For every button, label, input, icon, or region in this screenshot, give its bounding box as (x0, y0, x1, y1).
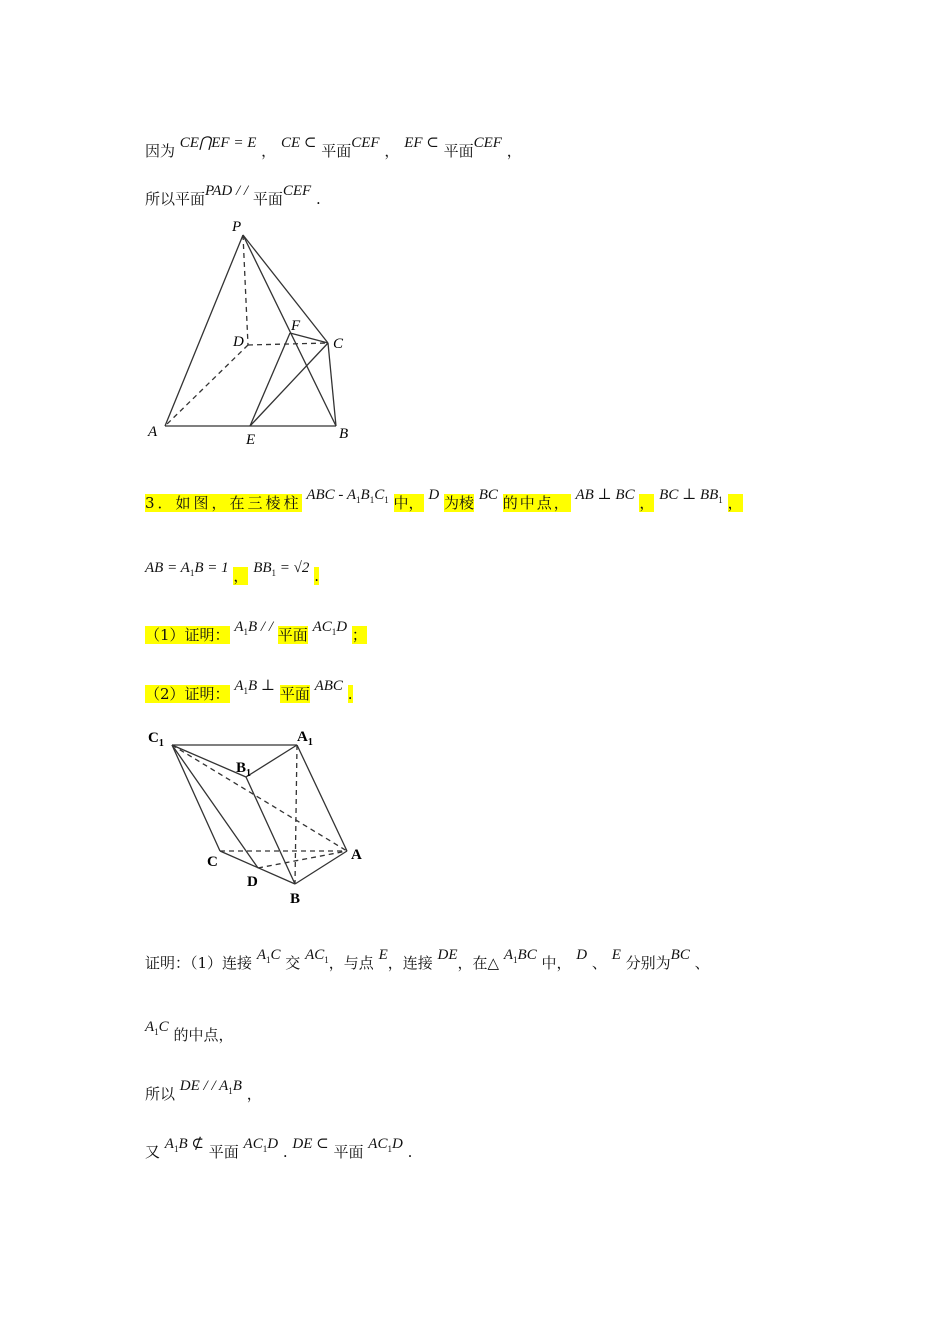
label-F: F (291, 318, 301, 334)
edge-C1C (172, 745, 220, 851)
label-A: A (351, 847, 362, 863)
label-C: C (207, 854, 218, 870)
label-B: B (339, 426, 349, 442)
proof-line-3: 所以 DE / / $A_1B$ ， (145, 1078, 262, 1103)
label-A1: $A_1$ (297, 729, 313, 748)
edge-B1B (246, 777, 295, 884)
edge-EF (250, 333, 290, 426)
label-P: P (232, 219, 242, 235)
label-A: A (148, 424, 158, 440)
edge-PB (243, 235, 336, 426)
text-line-since: 因为 CE⋂EF = E ， CE ⊂ 平面CEF ， EF ⊂ 平面CEF ， (145, 135, 522, 160)
label-E: E (246, 432, 256, 448)
edge-FC (290, 333, 328, 343)
label-C: C (333, 336, 344, 352)
proof-line-1: 证明：（1）连接 $A_1C$ 交 $AC_1$，与点 E，连接 DE，在△ $A_1BC$ 中， D 、 E 分别为BC 、 (145, 947, 710, 972)
label-B1: $B_1$ (236, 760, 252, 779)
edge-DC (248, 343, 328, 345)
label-C1: $C_1$ (148, 730, 164, 749)
part-1-question: （1）证明： $A_1B$ / / 平面 $AC_1D$ ； (145, 619, 367, 644)
edge-A1B (295, 745, 297, 884)
problem-3-conditions: AB = $A_1B = 1$ ， $BB_1 = √2$ . (145, 560, 319, 585)
proof-line-4: 又 $A_1B$ ⊄ 平面 $AC_1D$ . DE ⊂ 平面 $AC_1D$ . (145, 1136, 413, 1161)
edge-PA (165, 235, 243, 426)
label-D: D (233, 334, 244, 350)
part-2-question: （2）证明： $A_1B$ ⊥ 平面 ABC . (145, 678, 353, 703)
text-line-therefore: 所以平面PAD / / 平面CEF . (145, 183, 321, 208)
edge-DA (165, 345, 248, 426)
edge-B1A1 (246, 745, 297, 777)
edge-PD (243, 235, 248, 345)
edge-PC (243, 235, 328, 343)
edge-C1A (172, 745, 347, 851)
problem-3-statement: 3．如图，在三棱柱 ABC - $A_1B_1C_1$ 中， D 为棱 BC 的中点， AB ⊥ BC ， BC ⊥ $BB_1$ ， (145, 487, 743, 512)
label-B: B (290, 891, 301, 907)
pyramid-figure (140, 215, 370, 450)
proof-line-2: $A_1C$ 的中点， (145, 1019, 234, 1044)
edge-BC (328, 343, 336, 426)
prism-figure (140, 722, 380, 912)
label-D: D (247, 874, 258, 890)
